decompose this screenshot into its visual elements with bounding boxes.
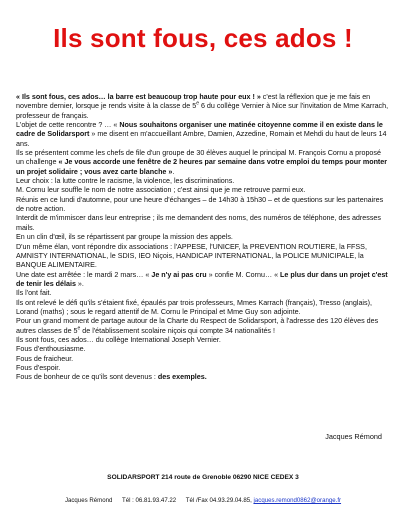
- footer-address: SOLIDARSPORT 214 route de Grenoble 06290 NICE CEDEX 3: [107, 474, 299, 481]
- article-paragraph: [16, 271, 390, 290]
- superscript-text: e: [196, 100, 199, 107]
- footer-phone: Tél : 06.81.93.47.22: [121, 497, 177, 504]
- article-paragraph: [16, 355, 390, 364]
- paragraph-text: Fous de bonheur de ce qu'ils sont devenus :: [16, 373, 158, 382]
- paragraph-text: ».: [75, 279, 84, 288]
- bold-text: « Je vous accorde une fenêtre de 2 heures par semaine dans votre emploi du temps pour monter un projet solidaire ; vous avez carte blanche »: [16, 158, 388, 176]
- paragraph-text: Une date est arrêtée : le mardi 2 mars… «: [16, 270, 152, 279]
- bold-text: Le plus dur dans un projet c'est de tenir les délais: [16, 270, 388, 288]
- paragraph-text: M. Cornu leur souffle le nom de notre association ; c'est ainsi que je me retrouve parmi eux.: [16, 186, 306, 195]
- paragraph-text: Fous d'espoir.: [16, 363, 61, 372]
- article-paragraph: [16, 214, 390, 233]
- paragraph-text: Ils se présentent comme les chefs de file d'un groupe de 30 élèves auquel le principal M. François Cornu a proposé un challenge: [16, 149, 381, 167]
- paragraph-text: .: [172, 167, 175, 176]
- article-paragraph: [16, 186, 390, 195]
- bold-text: Je n'y ai pas cru: [151, 270, 207, 279]
- paragraph-text: Réunis en ce lundi d'automne, pour une heure d'échanges – de 14h30 à 15h30 – et de questions sur les partenaires de notre action.: [16, 195, 384, 214]
- paragraph-text: Ils ont relevé le défi qu'ils s'étaient fixé, épaulés par trois professeurs, Mmes Karrach (français), Tresso (anglais), Lorand (maths) ; sous le regard attentif de M. Cornu le Principal et Mme Guy son adjointe.: [16, 298, 372, 316]
- footer-name: Jacques Rémond: [64, 497, 113, 504]
- article-paragraph: [16, 149, 390, 177]
- article-paragraph: [16, 289, 390, 298]
- document-page: [16, 0, 390, 526]
- article-paragraph: [16, 345, 390, 354]
- paragraph-text: L'objet de cette rencontre ? … «: [16, 121, 120, 130]
- article-paragraph: [16, 121, 390, 149]
- paragraph-text: 6 du collège Vernier à Nice sur l'invitation de Mme Karrach, professeur de français.: [16, 102, 389, 120]
- bold-text: des exemples.: [157, 373, 207, 382]
- paragraph-text: Pour un grand moment de partage autour de la Charte du Respect de Solidarsport, à l'adresse des 120 élèves des autres classes de 5: [16, 317, 379, 335]
- article-paragraph: [16, 336, 390, 345]
- bold-text: « Ils sont fous, ces ados… la barre est beaucoup trop haute pour eux ! »: [16, 93, 261, 101]
- article-paragraph: [16, 93, 390, 121]
- paragraph-text: D'un même élan, vont répondre dix associations : l'APPESE, l'UNICEF, la PREVENTION ROUTIERE, la FFSS, AMNISTY INTERNATIONAL, le SDIS, IEO Niçois, HANDICAP INTERNATIONAL, la POLICE MUNICIPALE, la BANQUE ALIMENTAIRE.: [16, 242, 367, 270]
- paragraph-text: Leur choix : la lutte contre le racisme, la violence, les discriminations.: [16, 177, 235, 186]
- paragraph-text: En un clin d'œil, ils se répartissent par groupe la mission des appels.: [16, 233, 233, 242]
- superscript-text: e: [77, 325, 81, 332]
- footer-email-link[interactable]: jacques.remond0862@orange.fr: [253, 497, 342, 504]
- article-paragraph: [16, 364, 390, 373]
- article-paragraph: [16, 177, 390, 186]
- paragraph-text: » confie M. Cornu… «: [206, 270, 281, 279]
- article-paragraph: [16, 299, 390, 318]
- article-paragraph: [16, 196, 390, 215]
- footer-contact: [16, 497, 390, 505]
- paragraph-text: de l'établissement scolaire niçois qui compte 34 nationalités !: [80, 326, 275, 335]
- paragraph-text: » me disent en m'accueillant Ambre, Damien, Azzedine, Romain et Mehdi du haut de leurs 14 ans.: [16, 130, 387, 148]
- paragraph-text: Ils sont fous, ces ados… du collège International Joseph Vernier.: [16, 335, 221, 344]
- paragraph-text: Fous de fraicheur.: [16, 354, 74, 363]
- paragraph-text: Fous d'enthousiasme.: [16, 345, 86, 354]
- article-paragraph: [16, 243, 390, 271]
- footer-phone-fax: Tél /Fax 04.93.29.04.85,: [185, 497, 252, 504]
- paragraph-text: c'est la réflexion que je me fais en novembre dernier, lorsque je rends visite à la classe de 5: [16, 93, 371, 111]
- article-title: Ils sont fous, ces ados !: [53, 23, 353, 53]
- article-paragraph: [16, 317, 390, 336]
- article-paragraph: [16, 373, 390, 382]
- paragraph-text: Ils l'ont fait.: [16, 289, 52, 298]
- article-body: [16, 93, 390, 383]
- paragraph-text: Interdit de m'immiscer dans leur entreprise ; ils me demandent des noms, des numéros de téléphone, des adresses mails.: [16, 214, 381, 232]
- bold-text: Nous souhaitons organiser une matinée citoyenne comme il en existe dans le cadre de Solidarsport: [16, 121, 383, 139]
- article-paragraph: [16, 233, 390, 242]
- author-signature: Jacques Rémond: [325, 432, 382, 441]
